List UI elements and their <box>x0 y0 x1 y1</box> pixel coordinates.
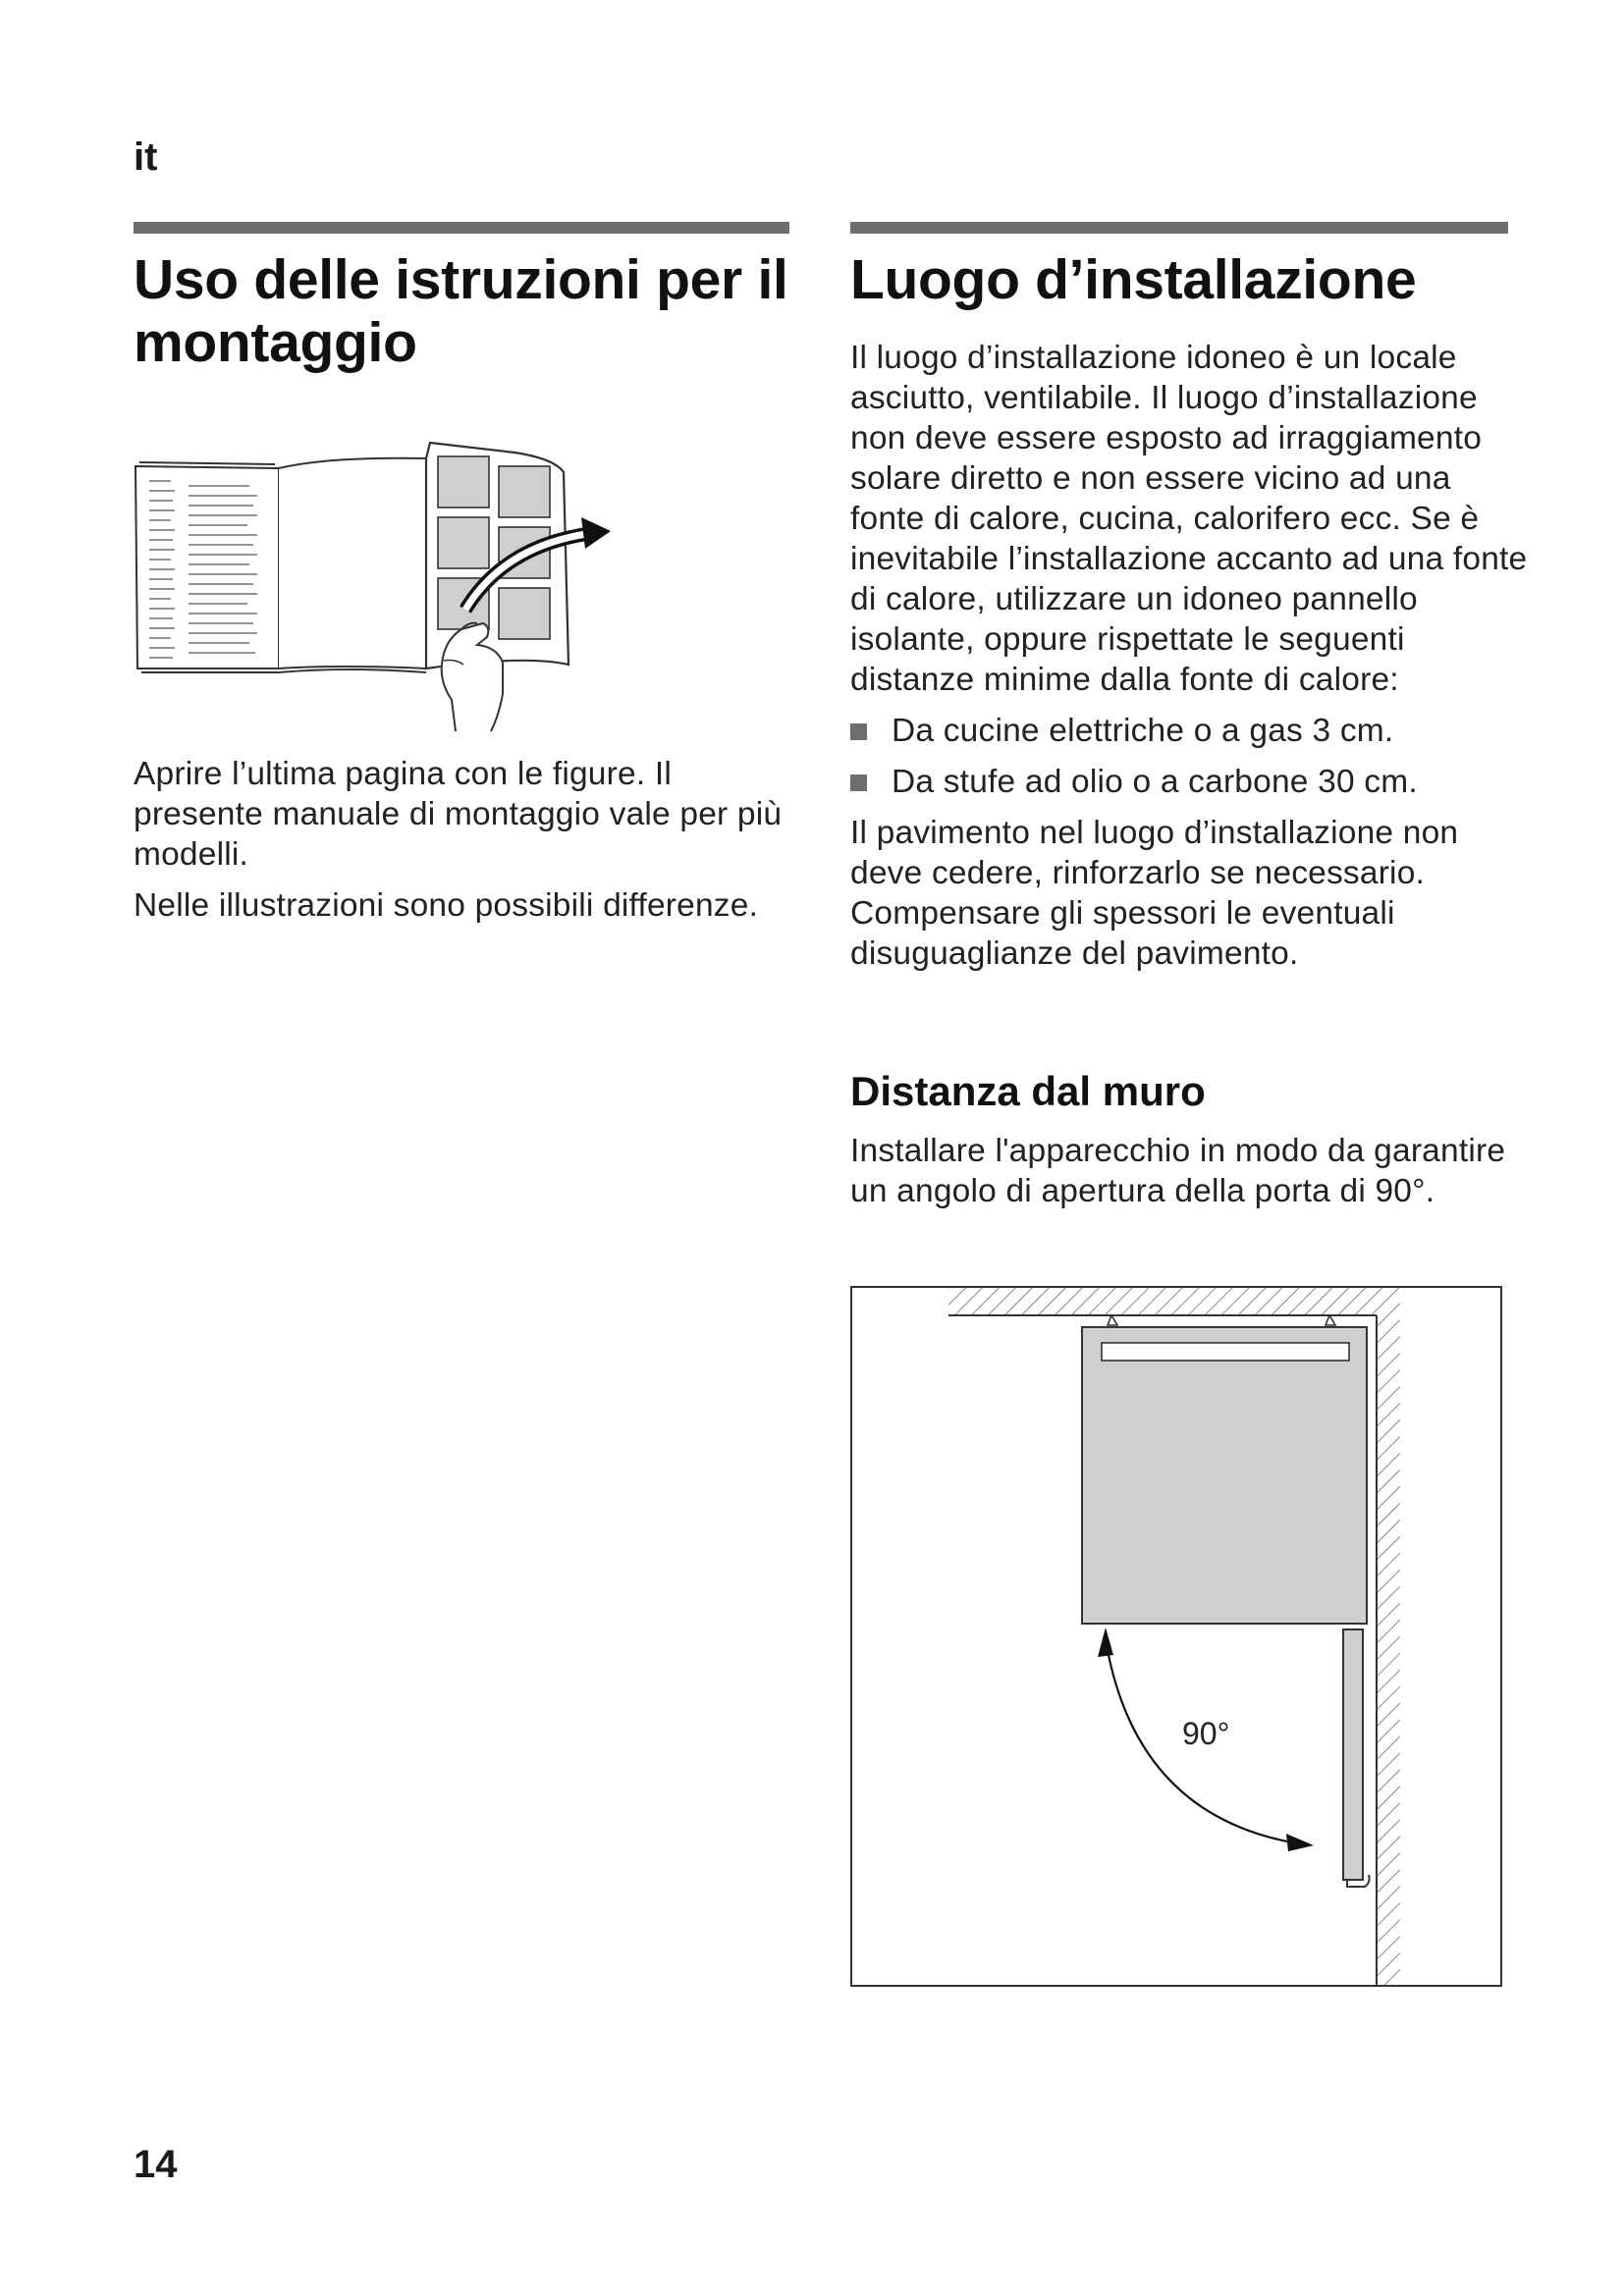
paragraph-floor: Il pavimento nel luogo d’installazione non deve cedere, rinforzarlo se necessario. Compensare gli spessori le eventuali disuguaglianze del pavimento. <box>850 815 1459 972</box>
book-illustration <box>132 437 623 741</box>
paragraph-door-angle: Installare l'apparecchio in modo da garantire un angolo di apertura della porta di 90°. <box>850 1133 1506 1209</box>
paragraph-illustration-differences: Nelle illustrazioni sono possibili differenze. <box>134 887 759 924</box>
language-code: it <box>134 135 158 179</box>
list-item <box>850 762 1528 802</box>
paragraph-installation-intro: Il luogo d’installazione idoneo è un locale asciutto, ventilabile. Il luogo d’installazione non deve essere esposto ad irraggiamento solare diretto e non essere vicino ad una fonte di calore, cucina, calorifero ecc. Se è inevitabile l’installazione accanto ad una fonte di calore, utilizzare un idoneo pannello isolante, oppure rispettate le seguenti distanze minime dalla fonte di calore: <box>850 340 1528 698</box>
left-body <box>134 754 801 936</box>
paragraph-open-last-page: Aprire l’ultima pagina con le figure. Il presente manuale di montaggio vale per più modelli. <box>134 756 783 873</box>
wall-distance-diagram <box>850 1286 1502 1987</box>
page-number: 14 <box>134 2143 178 2186</box>
wall-distance-text <box>850 1131 1528 1222</box>
distance-list <box>850 711 1528 802</box>
subheading-wall-distance: Distanza dal muro <box>850 1068 1206 1114</box>
list-item-text: Da stufe ad olio o a carbone 30 cm. <box>892 764 1418 800</box>
list-item-text: Da cucine elettriche o a gas 3 cm. <box>892 713 1394 749</box>
section-rule-right <box>850 222 1508 234</box>
right-body <box>850 338 1528 985</box>
list-item <box>850 711 1528 751</box>
bullet-square-icon <box>850 723 867 740</box>
section-rule-left <box>134 222 789 234</box>
angle-label: 90° <box>1182 1716 1230 1751</box>
heading-installation-location: Luogo d’installazione <box>850 248 1417 311</box>
bullet-square-icon <box>850 774 867 791</box>
heading-assembly-instructions: Uso delle istruzioni per il montaggio <box>134 248 788 374</box>
